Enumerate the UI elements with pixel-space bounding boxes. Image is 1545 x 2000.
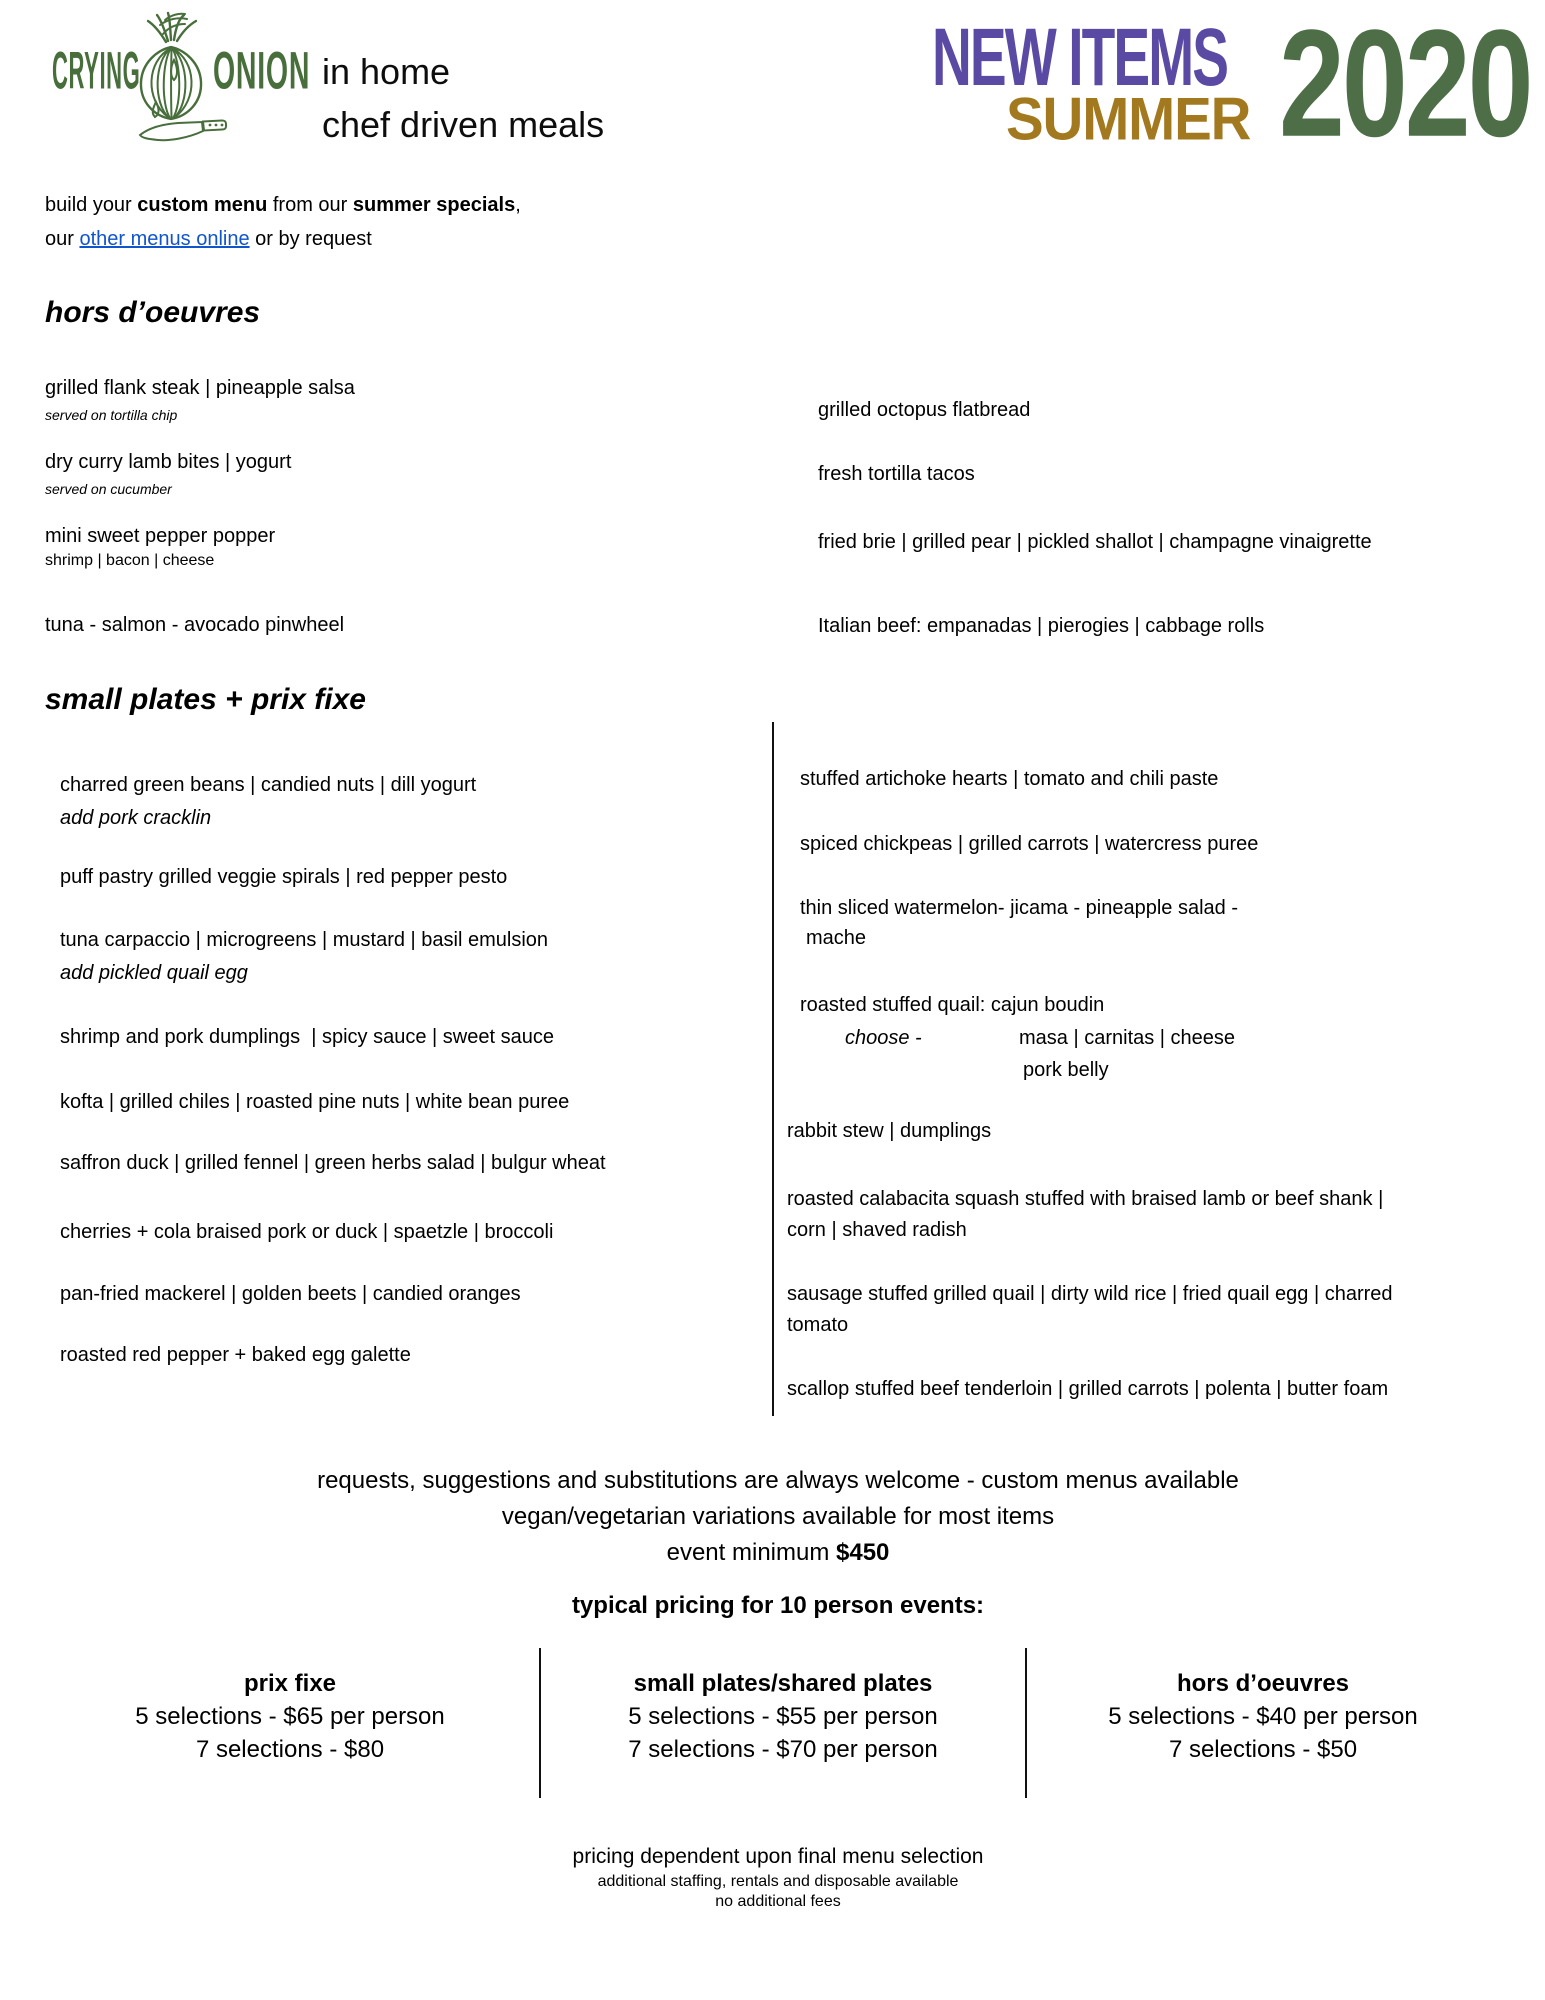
- menu-item: roasted stuffed quail: cajun boudin: [800, 994, 1105, 1016]
- pricing-column-prix-fixe: [40, 1667, 540, 1766]
- pricing-column-hors-doeuvres: [1026, 1667, 1500, 1766]
- menu-item-option: pork belly: [1023, 1059, 1109, 1081]
- pricing-line: 5 selections - $40 per person: [1108, 1703, 1418, 1730]
- section-title-hors-doeuvres: hors d’oeuvres: [45, 296, 261, 329]
- intro-line1: [45, 188, 521, 222]
- pricing-line: 7 selections - $80: [195, 1736, 385, 1763]
- menu-item: dry curry lamb bites | yogurt: [45, 451, 292, 473]
- menu-item: sausage stuffed grilled quail | dirty wild rice | fried quail egg | charred: [787, 1283, 1393, 1305]
- menu-item: spiced chickpeas | grilled carrots | watercress puree: [800, 833, 1259, 855]
- pricing-line: 7 selections - $50: [1168, 1736, 1358, 1763]
- menu-item: charred green beans | candied nuts | dill yogurt: [60, 774, 477, 796]
- menu-item: rabbit stew | dumplings: [787, 1120, 992, 1142]
- menu-item: roasted red pepper + baked egg galette: [60, 1344, 411, 1366]
- pricing-heading: typical pricing for 10 person events:: [571, 1592, 985, 1619]
- menu-item: kofta | grilled chiles | roasted pine nuts | white bean puree: [60, 1091, 570, 1113]
- menu-item-addon: add pork cracklin: [60, 807, 212, 829]
- menu-item-note: served on tortilla chip: [45, 407, 178, 423]
- fine-print-line2: additional staffing, rentals and disposable available: [597, 1873, 959, 1890]
- menu-item-note: shrimp | bacon | cheese: [45, 552, 215, 569]
- menu-item: cherries + cola braised pork or duck | spaetzle | broccoli: [60, 1221, 554, 1243]
- notes-line2: vegan/vegetarian variations available for most items: [501, 1503, 1055, 1530]
- pricing-line: 5 selections - $65 per person: [135, 1703, 445, 1730]
- menu-item: roasted calabacita squash stuffed with braised lamb or beef shank |: [787, 1188, 1384, 1210]
- logo-word-onion: ONION: [213, 42, 311, 101]
- column-divider: [772, 722, 774, 1416]
- menu-item: pan-fried mackerel | golden beets | candied oranges: [60, 1283, 521, 1305]
- menu-item: tuna - salmon - avocado pinwheel: [45, 614, 345, 636]
- intro-text: or by request: [249, 228, 372, 250]
- other-menus-link[interactable]: other menus online: [79, 228, 250, 250]
- pricing-line: 7 selections - $70 per person: [628, 1736, 938, 1763]
- tagline: [322, 45, 604, 151]
- menu-item: shrimp and pork dumplings | spicy sauce | sweet sauce: [60, 1026, 554, 1048]
- notes-line1: requests, suggestions and substitutions are always welcome - custom menus available: [317, 1467, 1239, 1494]
- logo-word-crying: CRYING: [52, 42, 141, 101]
- menu-item: Italian beef: empanadas | pierogies | cabbage rolls: [818, 615, 1265, 637]
- menu-item: grilled octopus flatbread: [818, 399, 1031, 421]
- menu-item: puff pastry grilled veggie spirals | red pepper pesto: [60, 866, 508, 888]
- pricing-column-title: small plates/shared plates: [633, 1670, 933, 1697]
- notes-line3: [45, 1538, 1511, 1568]
- menu-item-choose-label: choose -: [845, 1027, 922, 1049]
- intro-text: ,: [515, 194, 521, 216]
- menu-item: saffron duck | grilled fennel | green herbs salad | bulgur wheat: [60, 1152, 606, 1174]
- menu-item: scallop stuffed beef tenderloin | grilled carrots | polenta | butter foam: [787, 1378, 1389, 1400]
- menu-item-line2: tomato: [787, 1314, 849, 1336]
- intro-bold-summer-specials: summer specials: [352, 194, 516, 216]
- menu-item: mini sweet pepper popper: [45, 525, 276, 547]
- menu-item: stuffed artichoke hearts | tomato and chili paste: [800, 768, 1219, 790]
- menu-item: grilled flank steak | pineapple salsa: [45, 377, 355, 399]
- fine-print-line3: no additional fees: [715, 1893, 841, 1910]
- pricing-column-title: hors d’oeuvres: [1176, 1670, 1350, 1697]
- intro-bold-custom-menu: custom menu: [137, 194, 268, 216]
- menu-item-line2: mache: [806, 927, 867, 949]
- tagline-line1: in home: [322, 51, 451, 92]
- menu-item-addon: add pickled quail egg: [60, 962, 248, 984]
- intro-line2: [45, 222, 521, 256]
- event-minimum-amount: $450: [836, 1539, 890, 1566]
- fine-print-line1: pricing dependent upon final menu selection: [572, 1845, 984, 1868]
- menu-item: fried brie | grilled pear | pickled shallot | champagne vinaigrette: [818, 531, 1372, 553]
- menu-item-option: masa | carnitas | cheese: [1019, 1027, 1236, 1049]
- menu-item-line2: corn | shaved radish: [787, 1219, 967, 1241]
- badge-year-2020: 2020: [1279, 0, 1531, 169]
- intro-text: our: [45, 228, 80, 250]
- menu-item-note: served on cucumber: [45, 481, 172, 497]
- menu-item: tuna carpaccio | microgreens | mustard | basil emulsion: [60, 929, 549, 951]
- badge-new-items: NEW ITEMS: [932, 12, 1228, 104]
- pricing-column-title: prix fixe: [243, 1670, 337, 1697]
- pricing-column-small-plates: [540, 1667, 1026, 1766]
- pricing-line: 5 selections - $55 per person: [628, 1703, 938, 1730]
- intro-text: build your: [45, 194, 138, 216]
- intro-paragraph: [45, 188, 521, 256]
- intro-text: from our: [267, 194, 353, 216]
- badge-summer: SUMMER: [1006, 85, 1251, 153]
- menu-item: fresh tortilla tacos: [818, 463, 975, 485]
- tagline-line2: chef driven meals: [322, 104, 605, 145]
- event-minimum-label: event minimum: [666, 1539, 836, 1566]
- section-title-small-plates: small plates + prix fixe: [45, 683, 366, 716]
- menu-item: thin sliced watermelon- jicama - pineapple salad -: [800, 897, 1238, 919]
